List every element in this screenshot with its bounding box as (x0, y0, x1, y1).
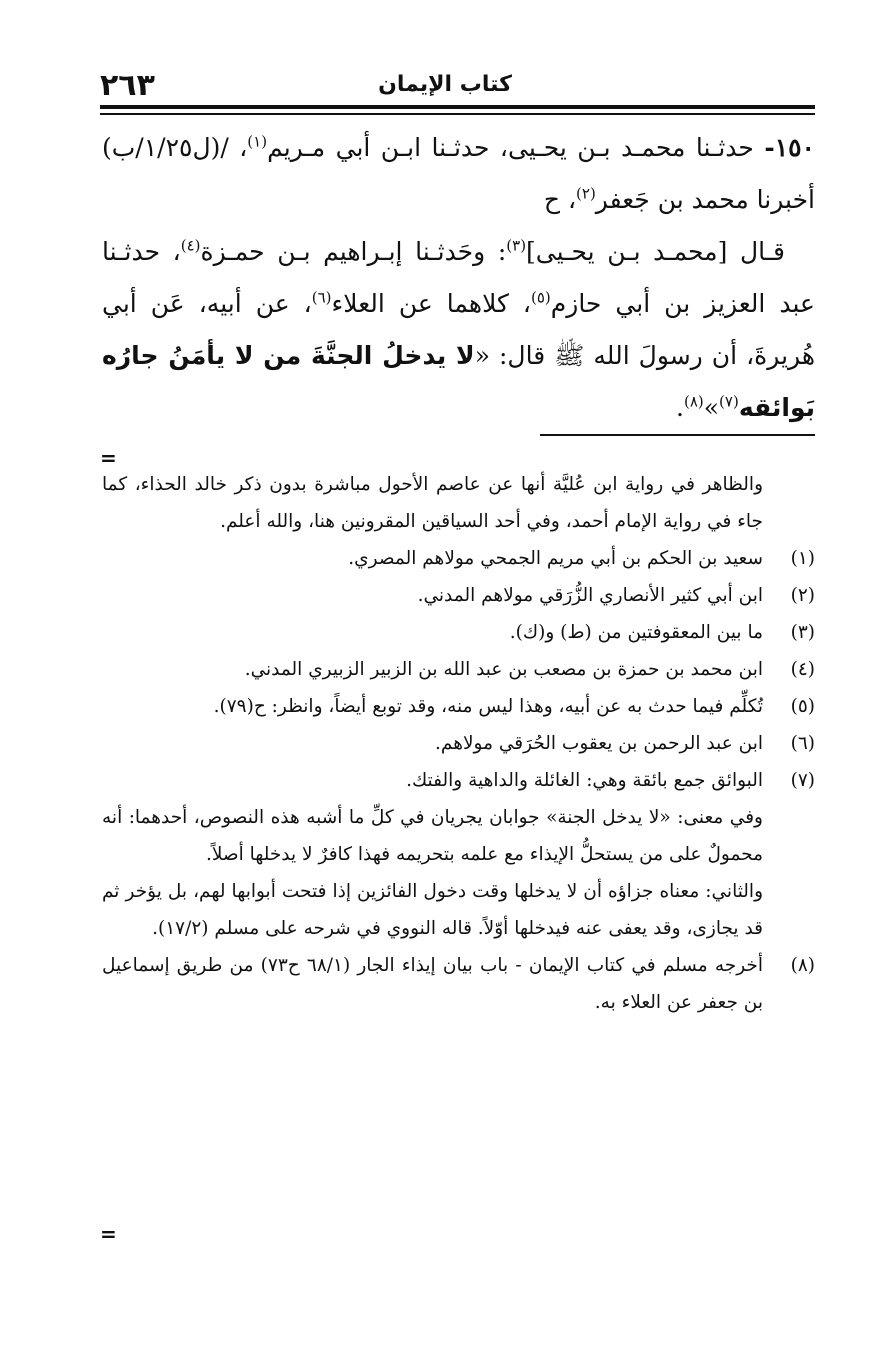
hadith-line-1: حدثـنا محمـد بـن يحـيى، حدثـنا ابـن أبي مـريم (267, 133, 754, 162)
footnote-text: سعيد بن الحكم بن أبي مريم الجمحي مولاهم المصري. (348, 548, 763, 569)
punct: ، (239, 133, 248, 162)
footnote-7-para-2: والثاني: معناه جزاؤه أن لا يدخلها وقت دخول الفائزين إذا فتحت أبوابها لهم، بل يؤخر ثم قد يجازى، وقد يعفى عنه فيدخلها أوّلاً. قاله النووي في شرحه على مسلم (١٧/٢). (102, 881, 763, 939)
footnote-8 (102, 947, 815, 1021)
prophetic-saying: لا يدخلُ الجنَّةَ من لا يأمَنُ جارُه بَوائقه (102, 341, 815, 422)
hadith-dash: - (764, 133, 775, 162)
footnote-text: ابن عبد الرحمن بن يعقوب الحُرَقي مولاهم. (435, 733, 763, 754)
hadith-line-4b: ، عن أبيه، عَن أبي هُريرةَ، أن رسولَ الله ﷺ قال: « (102, 289, 815, 370)
footnote-number: (٤) (790, 659, 815, 680)
running-title: كتاب الإيمان (378, 72, 512, 97)
ref-5: (٥) (530, 288, 551, 307)
footnote-number: (٣) (790, 622, 815, 643)
footnote-number: (١) (790, 548, 815, 569)
hadith-text (102, 122, 815, 434)
header-rule-thick (100, 105, 815, 109)
footnote-7 (102, 762, 815, 799)
hadith-paragraph-1 (102, 122, 815, 226)
footnote-7-para-1: وفي معنى: «لا يدخل الجنة» جوابان يجريان في كلِّ ما أشبه هذه النصوص، أحدهما: أنه محمولٌ على من يستحلُّ الإيذاء مع علمه بتحريمه فهذا كافرٌ لا يدخلها أصلاً. (102, 807, 763, 865)
page-number: ٢٦٣ (100, 68, 155, 103)
footnote-number: (٨) (790, 955, 816, 976)
footnote-text: أخرجه مسلم في كتاب الإيمان - باب بيان إيذاء الجار (٦٨/١ ح٧٣) من طريق إسماعيل بن جعفر عن العلاء به. (102, 955, 764, 1013)
ref-4: (٤) (180, 236, 201, 255)
footnote-3 (102, 614, 815, 651)
final-stop: . (676, 393, 684, 422)
folio-marker: /(ل١/٢٥/ب) (102, 133, 229, 162)
close-quote: » (703, 393, 720, 422)
footnote-text: ابن محمد بن حمزة بن مصعب بن عبد الله بن الزبير الزبيري المدني. (244, 659, 763, 680)
hadith-line-4: ، كلاهما عن العلاء (331, 289, 531, 318)
footnote-6 (102, 725, 815, 762)
hadith-paragraph-2 (102, 226, 815, 434)
ref-6: (٦) (311, 288, 332, 307)
footnote-text: ابن أبي كثير الأنصاري الزُّرَقي مولاهم المدني. (417, 585, 763, 606)
footnote-number: (٥) (790, 696, 815, 717)
footnote-number: (٦) (790, 733, 815, 754)
header-rule-thin (100, 113, 815, 115)
footnotes (102, 466, 815, 1021)
footnote-text: ما بين المعقوفتين من (ط) و(ك). (509, 622, 763, 643)
hadith-line-3: قـال [محمـد بـن يحـيى] (526, 237, 786, 266)
footnote-1 (102, 540, 815, 577)
footnote-number: (٧) (790, 770, 815, 791)
hadith-line-3b: : وحَدثـنا إبـراهيم بـن حمـزة (200, 237, 507, 266)
footnote-5 (102, 688, 815, 725)
footnote-4 (102, 651, 815, 688)
ref-1: (١) (247, 132, 268, 151)
footnote-continuation: والظاهر في رواية ابن عُليَّة أنها عن عاصم الأحول مباشرة بدون ذكر خالد الحذاء، كما جاء في رواية الإمام أحمد، وفي أحد السياقين المقرونين هنا، والله أعلم. (102, 474, 763, 532)
ref-8: (٨) (683, 392, 704, 411)
continuation-mark-top: = (100, 446, 117, 470)
footnote-text: البوائق جمع بائقة وهي: الغائلة والداهية والفتك. (406, 770, 763, 791)
hadith-line-2: أخبرنا محمد بن جَعفر (595, 185, 815, 214)
footnote-2 (102, 577, 815, 614)
footnote-separator (540, 434, 815, 436)
hadith-number: ١٥٠ (774, 133, 815, 162)
continuation-mark-bottom: = (100, 1222, 117, 1246)
ref-7: (٧) (719, 392, 739, 411)
footnote-text: تُكلِّم فيما حدث به عن أبيه، وهذا ليس منه، وقد توبع أيضاً، وانظر: ح(٧٩). (213, 696, 763, 717)
hadith-line-3c: ، حدثـنا عبد العزيز بن أبي حازم (102, 237, 815, 318)
ref-2: (٢) (576, 184, 596, 203)
footnote-number: (٢) (790, 585, 815, 606)
ref-3: (٣) (506, 236, 527, 255)
tahwil-mark: ، ح (543, 185, 577, 214)
